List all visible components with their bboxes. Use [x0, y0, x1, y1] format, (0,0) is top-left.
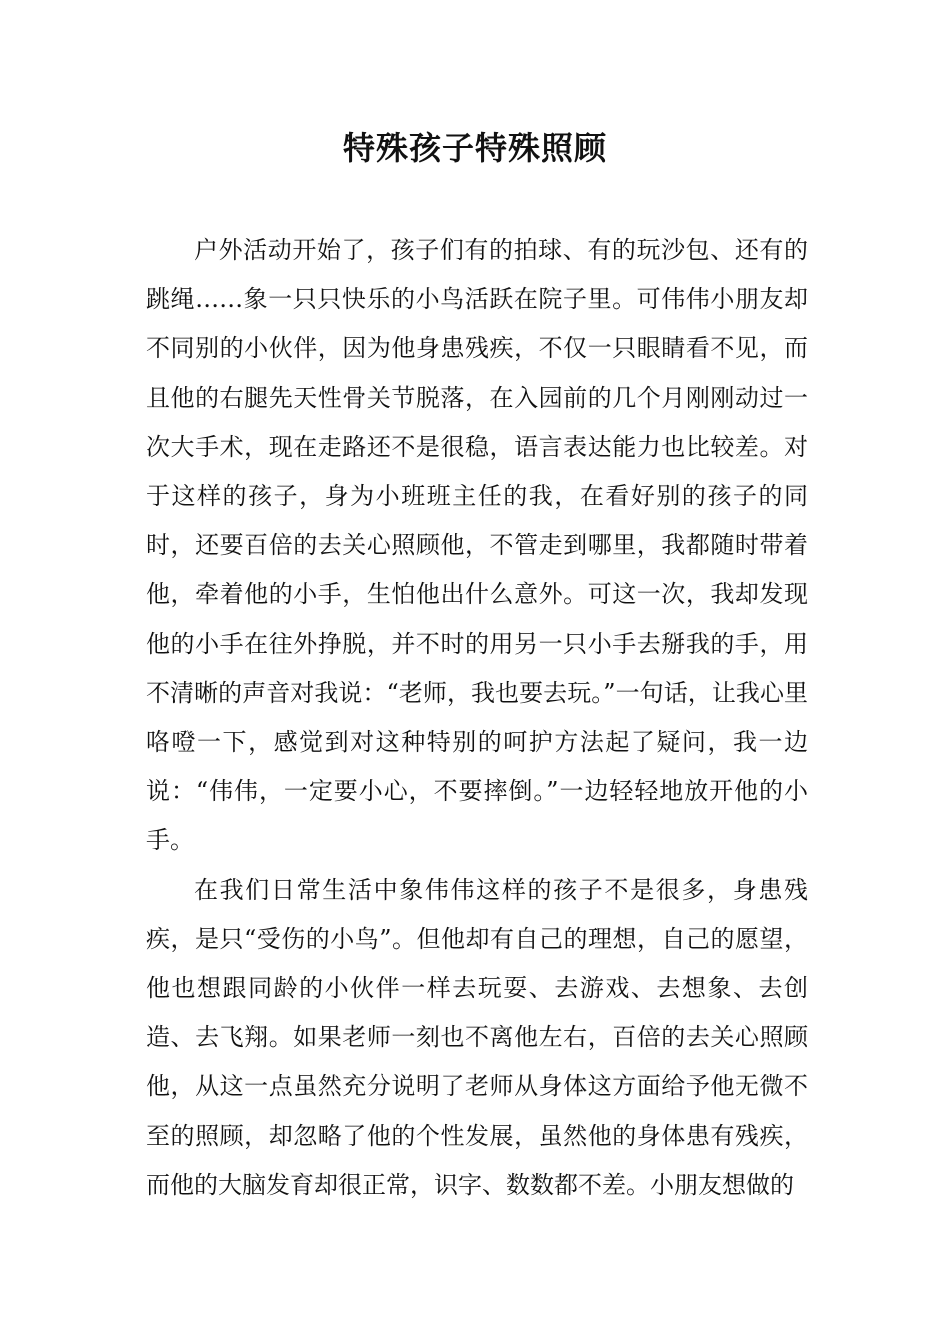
- paragraph-2: 在我们日常生活中象伟伟这样的孩子不是很多，身患残疾，是只“受伤的小鸟”。但他却有自己的理想，自己的愿望，他也想跟同龄的小伙伴一样去玩耍、去游戏、去想象、去创造、去飞翔。如果老师一刻也不离他左右，百倍的去关心照顾他，从这一点虽然充分说明了老师从身体这方面给予他无微不至的照顾，却忽略了他的个性发展，虽然他的身体患有残疾，而他的大脑发育却很正常，识字、数数都不差。小朋友想做的: [146, 875, 808, 1199]
- paragraph-1: 户外活动开始了，孩子们有的拍球、有的玩沙包、还有的跳绳……象一只只快乐的小鸟活跃在院子里。可伟伟小朋友却不同别的小伙伴，因为他身患残疾，不仅一只眼睛看不见，而且他的右腿先天性骨关节脱落，在入园前的几个月刚刚动过一次大手术，现在走路还不是很稳，语言表达能力也比较差。对于这样的孩子，身为小班班主任的我，在看好别的孩子的同时，还要百倍的去关心照顾他，不管走到哪里，我都随时带着他，牵着他的小手，生怕他出什么意外。可这一次，我却发现他的小手在往外挣脱，并不时的用另一只小手去掰我的手，用不清晰的声音对我说：“老师，我也要去玩。”一句话，让我心里咯噔一下，感觉到对这种特别的呵护方法起了疑问，我一边说：“伟伟，一定要小心，不要摔倒。”一边轻轻地放开他的小手。: [146, 236, 808, 855]
- document-body: [146, 226, 808, 1210]
- document-title: 特殊孩子特殊照顾: [342, 129, 607, 167]
